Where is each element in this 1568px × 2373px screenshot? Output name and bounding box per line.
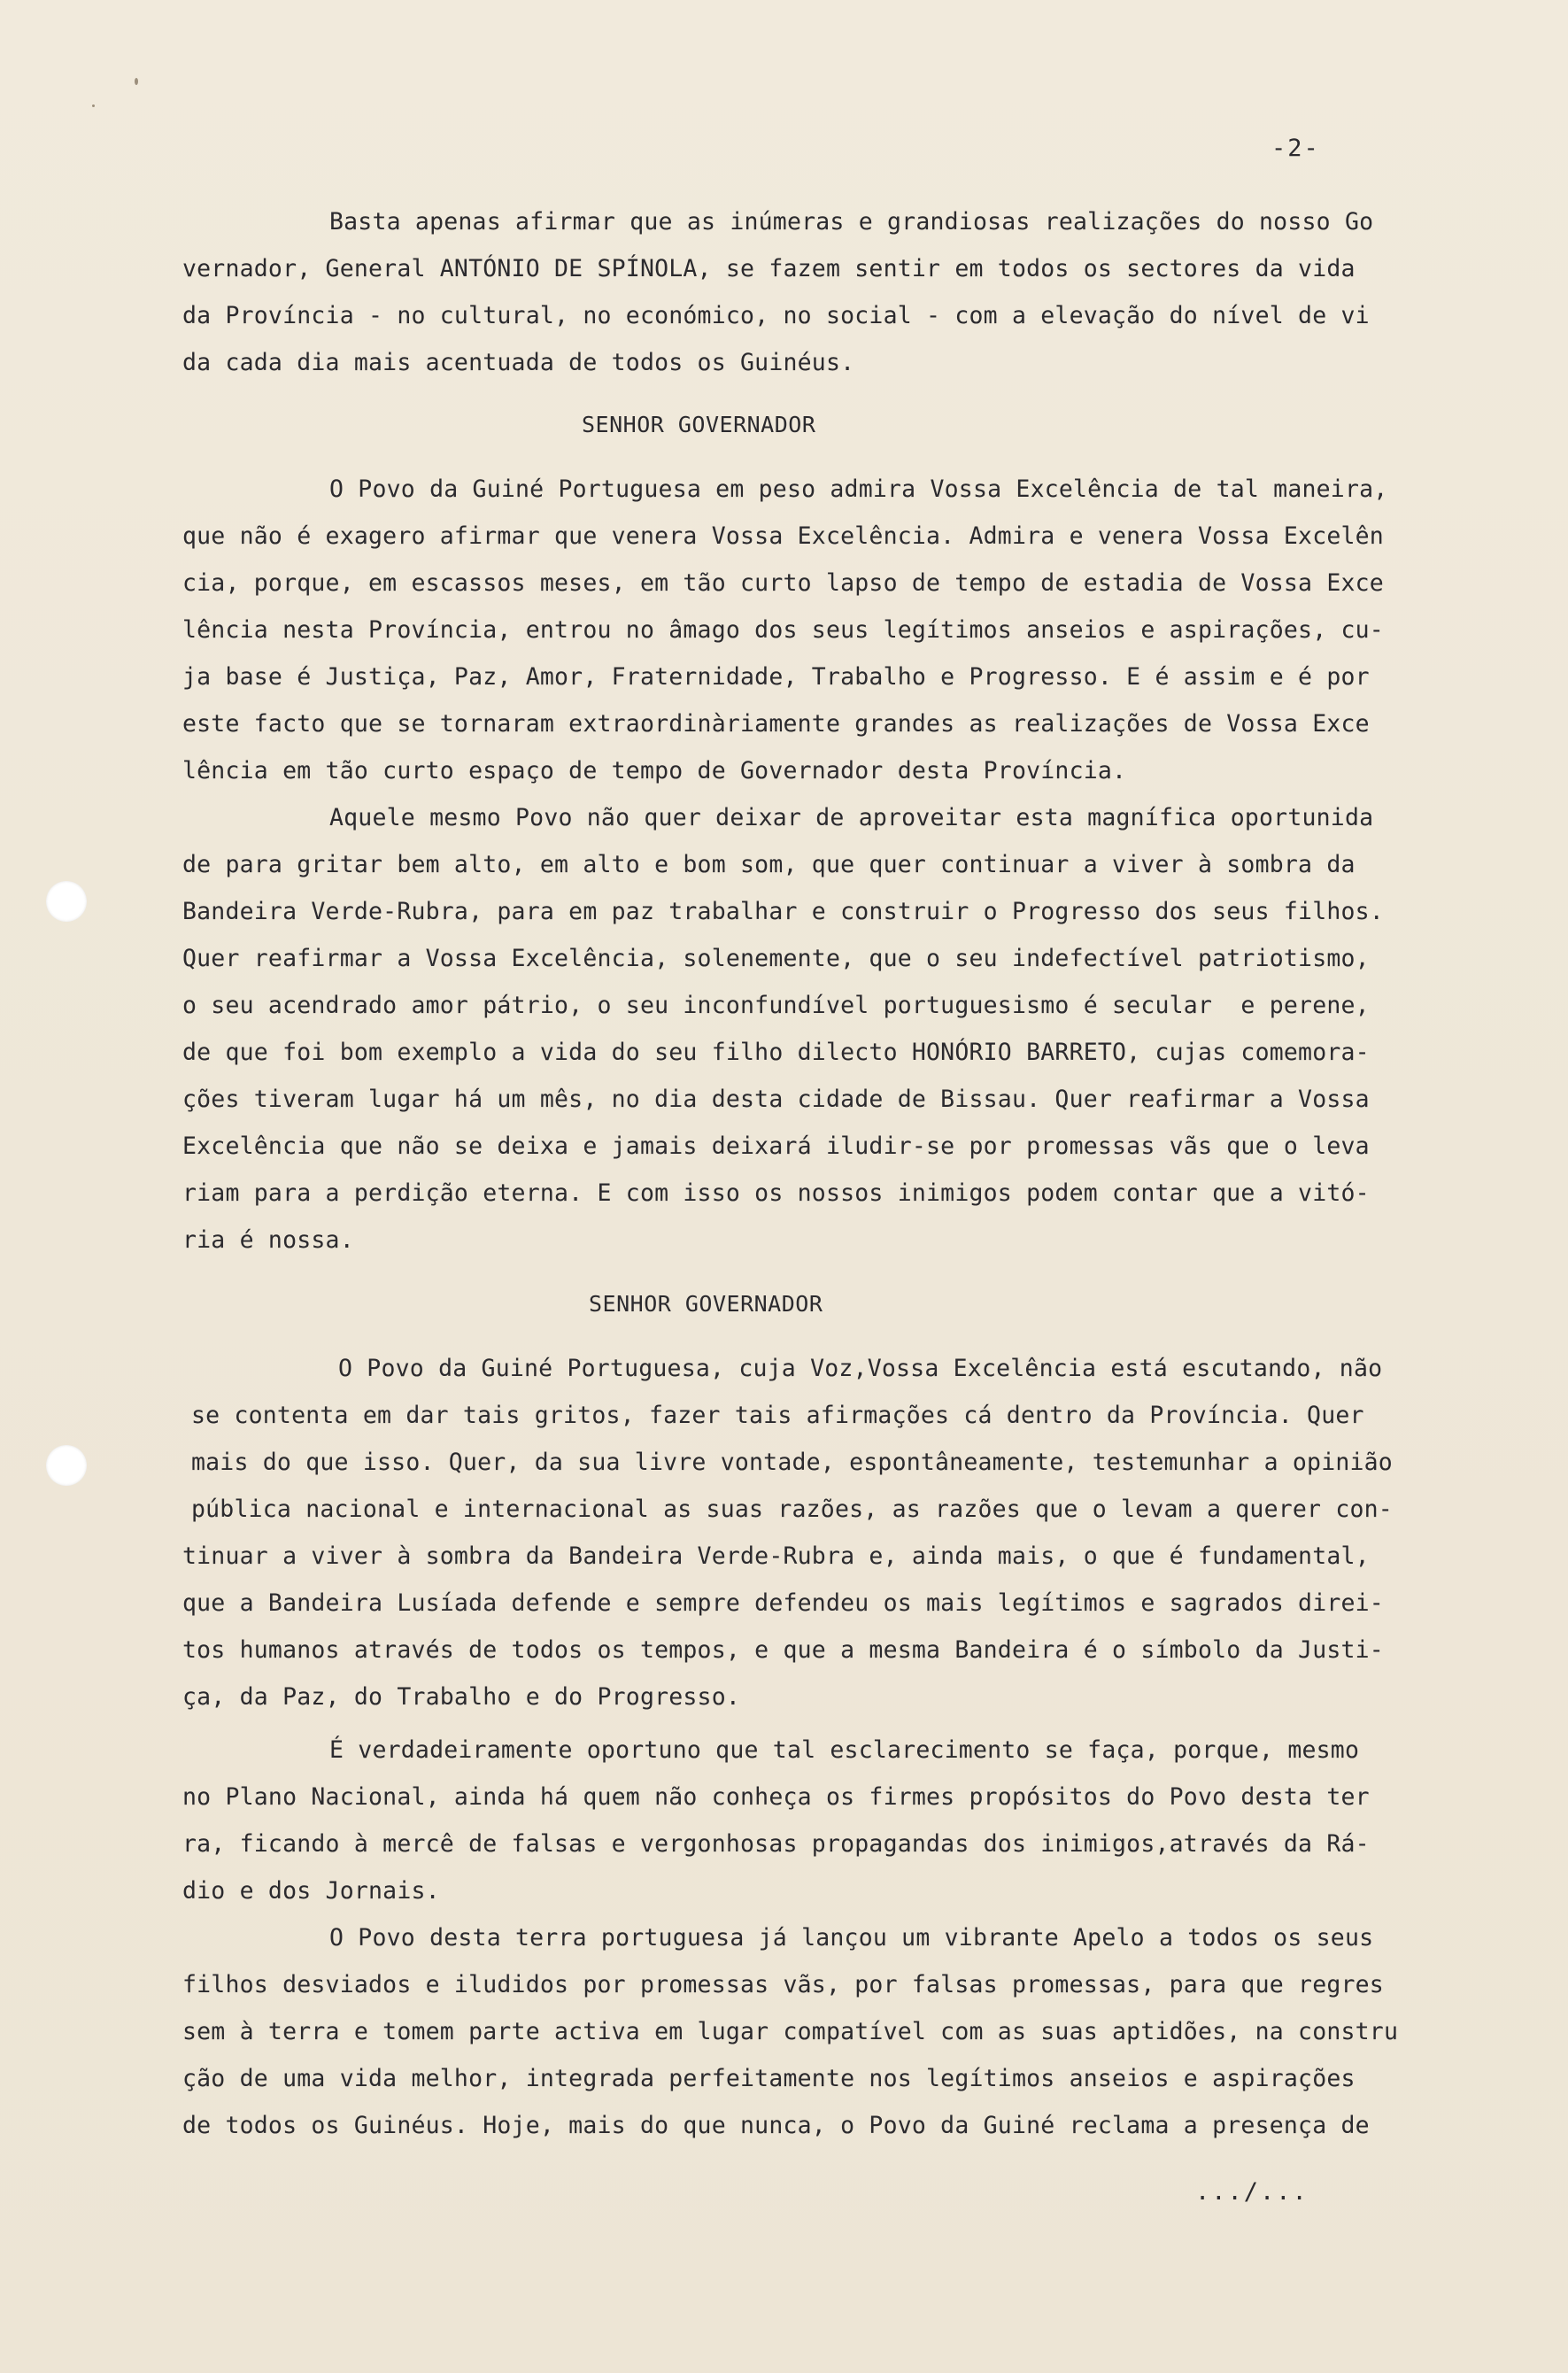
paragraph-line: que a Bandeira Lusíada defende e sempre defendeu os mais legítimos e sagrados direi- — [182, 1589, 1384, 1617]
paragraph-line: lência nesta Província, entrou no âmago dos seus legítimos anseios e aspirações, cu- — [182, 616, 1384, 644]
paragraph-line: ria é nossa. — [182, 1226, 354, 1254]
paragraph-line: riam para a perdição eterna. E com isso os nossos inimigos podem contar que a vitó- — [182, 1179, 1370, 1207]
paragraph-line: O Povo desta terra portuguesa já lançou um vibrante Apelo a todos os seus — [329, 1924, 1374, 1952]
paragraph-line: O Povo da Guiné Portuguesa em peso admira Vossa Excelência de tal maneira, — [329, 475, 1388, 503]
paragraph-line: que não é exagero afirmar que venera Vossa Excelência. Admira e venera Vossa Excelên — [182, 522, 1384, 550]
paragraph-line: mais do que isso. Quer, da sua livre vontade, espontâneamente, testemunhar a opinião — [191, 1449, 1393, 1476]
paragraph-line: o seu acendrado amor pátrio, o seu inconfundível portuguesismo é secular e perene, — [182, 992, 1370, 1019]
section-heading: SENHOR GOVERNADOR — [589, 1291, 823, 1317]
paragraph-line: Quer reafirmar a Vossa Excelência, solenemente, que o seu indefectível patriotismo, — [182, 945, 1370, 972]
paragraph-line: vernador, General ANTÓNIO DE SPÍNOLA, se fazem sentir em todos os sectores da vida — [182, 255, 1356, 282]
paragraph-line: filhos desviados e iludidos por promessas vãs, por falsas promessas, para que regres — [182, 1971, 1384, 1998]
paragraph-line: O Povo da Guiné Portuguesa, cuja Voz,Vossa Excelência está escutando, não — [338, 1355, 1383, 1382]
punch-hole-bottom — [46, 1445, 87, 1486]
paragraph-line: ções tiveram lugar há um mês, no dia desta cidade de Bissau. Quer reafirmar a Vossa — [182, 1086, 1370, 1113]
paragraph-line: dio e dos Jornais. — [182, 1877, 440, 1905]
paragraph-line: da Província - no cultural, no económico, no social - com a elevação do nível de vi — [182, 302, 1370, 329]
section-heading: SENHOR GOVERNADOR — [582, 412, 816, 437]
paragraph-line: Aquele mesmo Povo não quer deixar de aproveitar esta magnífica oportunida — [329, 804, 1374, 831]
paragraph-line: este facto que se tornaram extraordinàriamente grandes as realizações de Vossa Exce — [182, 710, 1370, 738]
paper-speck — [135, 78, 138, 85]
punch-hole-top — [46, 881, 87, 922]
paragraph-line: de que foi bom exemplo a vida do seu filho dilecto HONÓRIO BARRETO, cujas comemora- — [182, 1039, 1370, 1066]
paragraph-line: Bandeira Verde-Rubra, para em paz trabalhar e construir o Progresso dos seus filhos. — [182, 898, 1384, 925]
paragraph-line: ça, da Paz, do Trabalho e do Progresso. — [182, 1683, 741, 1711]
page-number: -2- — [1271, 135, 1320, 162]
paragraph-line: tinuar a viver à sombra da Bandeira Verde-Rubra e, ainda mais, o que é fundamental, — [182, 1542, 1370, 1570]
paragraph-line: tos humanos através de todos os tempos, e que a mesma Bandeira é o símbolo da Justi- — [182, 1636, 1384, 1664]
paragraph-line: sem à terra e tomem parte activa em lugar compatível com as suas aptidões, na constru — [182, 2018, 1399, 2045]
paragraph-line: lência em tão curto espaço de tempo de Governador desta Província. — [182, 757, 1127, 785]
continuation-mark: .../... — [1195, 2178, 1309, 2206]
paragraph-line: no Plano Nacional, ainda há quem não conheça os firmes propósitos do Povo desta ter — [182, 1783, 1370, 1811]
paragraph-line: cia, porque, em escassos meses, em tão curto lapso de tempo de estadia de Vossa Exce — [182, 569, 1384, 597]
paragraph-line: ja base é Justiça, Paz, Amor, Fraternidade, Trabalho e Progresso. E é assim e é por — [182, 663, 1370, 691]
paper-speck — [92, 104, 95, 107]
paragraph-line: se contenta em dar tais gritos, fazer tais afirmações cá dentro da Província. Quer — [191, 1402, 1364, 1429]
paragraph-line: de para gritar bem alto, em alto e bom som, que quer continuar a viver à sombra da — [182, 851, 1356, 878]
paragraph-line: ção de uma vida melhor, integrada perfeitamente nos legítimos anseios e aspirações — [182, 2065, 1356, 2092]
paragraph-line: Excelência que não se deixa e jamais deixará iludir-se por promessas vãs que o leva — [182, 1132, 1370, 1160]
paragraph-line: Basta apenas afirmar que as inúmeras e grandiosas realizações do nosso Go — [329, 208, 1374, 236]
paragraph-line: ra, ficando à mercê de falsas e vergonhosas propagandas dos inimigos,através da Rá- — [182, 1830, 1370, 1858]
paragraph-line: de todos os Guinéus. Hoje, mais do que nunca, o Povo da Guiné reclama a presença de — [182, 2112, 1370, 2139]
paragraph-line: da cada dia mais acentuada de todos os Guinéus. — [182, 349, 855, 376]
paragraph-line: É verdadeiramente oportuno que tal esclarecimento se faça, porque, mesmo — [329, 1736, 1360, 1764]
paragraph-line: pública nacional e internacional as suas razões, as razões que o levam a querer con- — [191, 1496, 1393, 1523]
